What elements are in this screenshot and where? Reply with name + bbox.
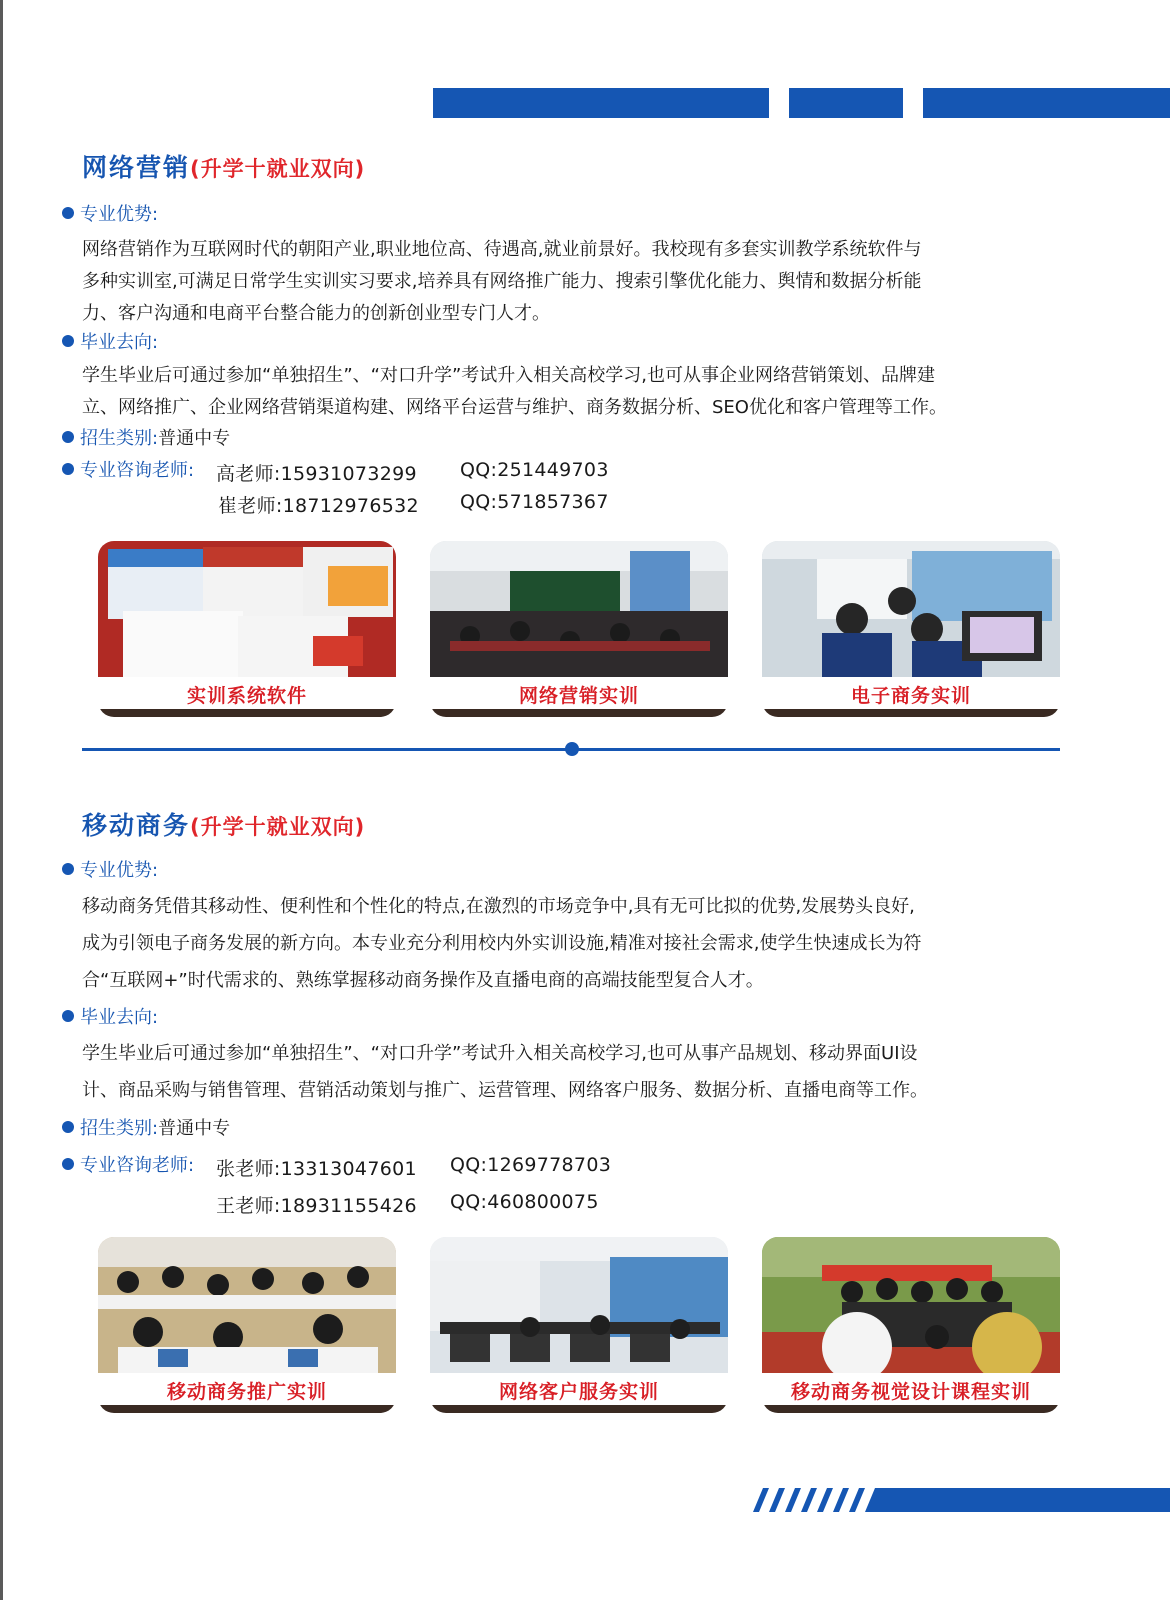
advantage-line: 网络营销作为互联网时代的朝阳产业,职业地位高、待遇高,就业前景好。我校现有多套实训教学系统软件与 xyxy=(82,239,922,260)
section-title: 网络营销 xyxy=(82,153,191,182)
bullet-icon xyxy=(62,1158,74,1170)
footer-stripe-decoration xyxy=(745,1488,1170,1512)
contact-teacher: 王老师:18931155426 xyxy=(216,1195,417,1217)
photo-ecommerce-lab xyxy=(762,541,1060,677)
enroll-row xyxy=(62,428,230,450)
photo-caption-text: 移动商务推广实训 xyxy=(166,1381,327,1403)
contact-qq: QQ:571857367 xyxy=(460,491,609,513)
photo-card xyxy=(762,541,1060,717)
contact-row xyxy=(62,1155,194,1177)
divider-dot xyxy=(565,742,579,756)
enroll-value: 普通中专 xyxy=(158,1118,231,1139)
header-bar-1 xyxy=(433,88,769,118)
contact-teacher: 崔老师:18712976532 xyxy=(218,495,419,517)
section-title: 移动商务 xyxy=(82,811,191,840)
enroll-label: 招生类别: xyxy=(80,1118,159,1139)
advantage-label: 专业优势: xyxy=(80,204,159,225)
photo-caption-text: 电子商务实训 xyxy=(850,685,971,707)
career-label: 毕业去向: xyxy=(80,332,159,353)
advantage-label-row xyxy=(62,204,158,226)
bullet-icon xyxy=(62,463,74,475)
enroll-row xyxy=(62,1118,230,1140)
advantage-text xyxy=(82,888,1072,999)
advantage-line: 力、客户沟通和电商平台整合能力的创新创业型专门人才。 xyxy=(82,303,550,324)
header-bar-3 xyxy=(923,88,1170,118)
section-subtitle: (升学十就业双向) xyxy=(190,157,366,181)
left-edge-rule xyxy=(0,0,3,1600)
caption-base-strip xyxy=(98,1405,396,1413)
bullet-icon xyxy=(62,207,74,219)
bullet-icon xyxy=(62,863,74,875)
caption-base-strip xyxy=(430,709,728,717)
contact-teacher: 高老师:15931073299 xyxy=(216,463,417,485)
advantage-line: 合“互联网+”时代需求的、熟练掌握移动商务操作及直播电商的高端技能型复合人才。 xyxy=(82,970,764,991)
career-text xyxy=(82,1035,1072,1109)
photo-caption-text: 实训系统软件 xyxy=(186,685,307,707)
advantage-line: 移动商务凭借其移动性、便利性和个性化的特点,在激烈的市场竞争中,具有无可比拟的优势,发展势头良好, xyxy=(82,896,915,917)
photo-caption-text: 网络客户服务实训 xyxy=(498,1381,659,1403)
contact-teacher: 张老师:13313047601 xyxy=(216,1158,417,1180)
contact-row xyxy=(62,460,194,482)
career-text xyxy=(82,360,1072,424)
caption-base-strip xyxy=(762,709,1060,717)
photo-software-boxes xyxy=(98,541,396,677)
photo-card xyxy=(430,541,728,717)
photo-card xyxy=(98,1237,396,1413)
section-subtitle: (升学十就业双向) xyxy=(190,815,366,839)
photo-card xyxy=(762,1237,1060,1413)
photo-visual-design-group xyxy=(762,1237,1060,1373)
enroll-label: 招生类别: xyxy=(80,428,159,449)
advantage-text xyxy=(82,234,1072,330)
bullet-icon xyxy=(62,335,74,347)
bullet-icon xyxy=(62,431,74,443)
career-label-row xyxy=(62,332,158,354)
section-1-heading xyxy=(82,148,365,184)
header-bar-2 xyxy=(789,88,903,118)
caption-base-strip xyxy=(430,1405,728,1413)
photo-caption-text: 网络营销实训 xyxy=(518,685,639,707)
caption-base-strip xyxy=(762,1405,1060,1413)
contact-label: 专业咨询老师: xyxy=(80,460,195,481)
advantage-line: 成为引领电子商务发展的新方向。本专业充分利用校内外实训设施,精准对接社会需求,使学生快速成长为符 xyxy=(82,933,922,954)
advantage-label: 专业优势: xyxy=(80,860,159,881)
bullet-icon xyxy=(62,1121,74,1133)
career-label-row xyxy=(62,1007,158,1029)
career-line: 计、商品采购与销售管理、营销活动策划与推广、运营管理、网络客户服务、数据分析、直播电商等工作。 xyxy=(82,1080,928,1101)
photo-computer-classroom xyxy=(430,541,728,677)
career-line: 学生毕业后可通过参加“单独招生”、“对口升学”考试升入相关高校学习,也可从事产品规划、移动界面UI设 xyxy=(82,1043,918,1064)
contact-qq: QQ:460800075 xyxy=(450,1191,599,1213)
bullet-icon xyxy=(62,1010,74,1022)
advantage-label-row xyxy=(62,860,158,882)
enroll-value: 普通中专 xyxy=(158,428,231,449)
contact-label: 专业咨询老师: xyxy=(80,1155,195,1176)
career-line: 学生毕业后可通过参加“单独招生”、“对口升学”考试升入相关高校学习,也可从事企业网络营销策划、品牌建 xyxy=(82,365,936,386)
career-line: 立、网络推广、企业网络营销渠道构建、网络平台运营与维护、商务数据分析、SEO优化和客户管理等工作。 xyxy=(82,397,947,418)
advantage-line: 多种实训室,可满足日常学生实训实习要求,培养具有网络推广能力、搜索引擎优化能力、舆情和数据分析能 xyxy=(82,271,922,292)
contact-qq: QQ:1269778703 xyxy=(450,1154,612,1176)
contact-qq: QQ:251449703 xyxy=(460,459,609,481)
photo-caption-text: 移动商务视觉设计课程实训 xyxy=(790,1381,1031,1403)
caption-base-strip xyxy=(98,709,396,717)
photo-customer-service-lab xyxy=(430,1237,728,1373)
career-label: 毕业去向: xyxy=(80,1007,159,1028)
photo-card xyxy=(98,541,396,717)
photo-mobile-promotion-class xyxy=(98,1237,396,1373)
section-2-heading xyxy=(82,806,365,842)
photo-card xyxy=(430,1237,728,1413)
